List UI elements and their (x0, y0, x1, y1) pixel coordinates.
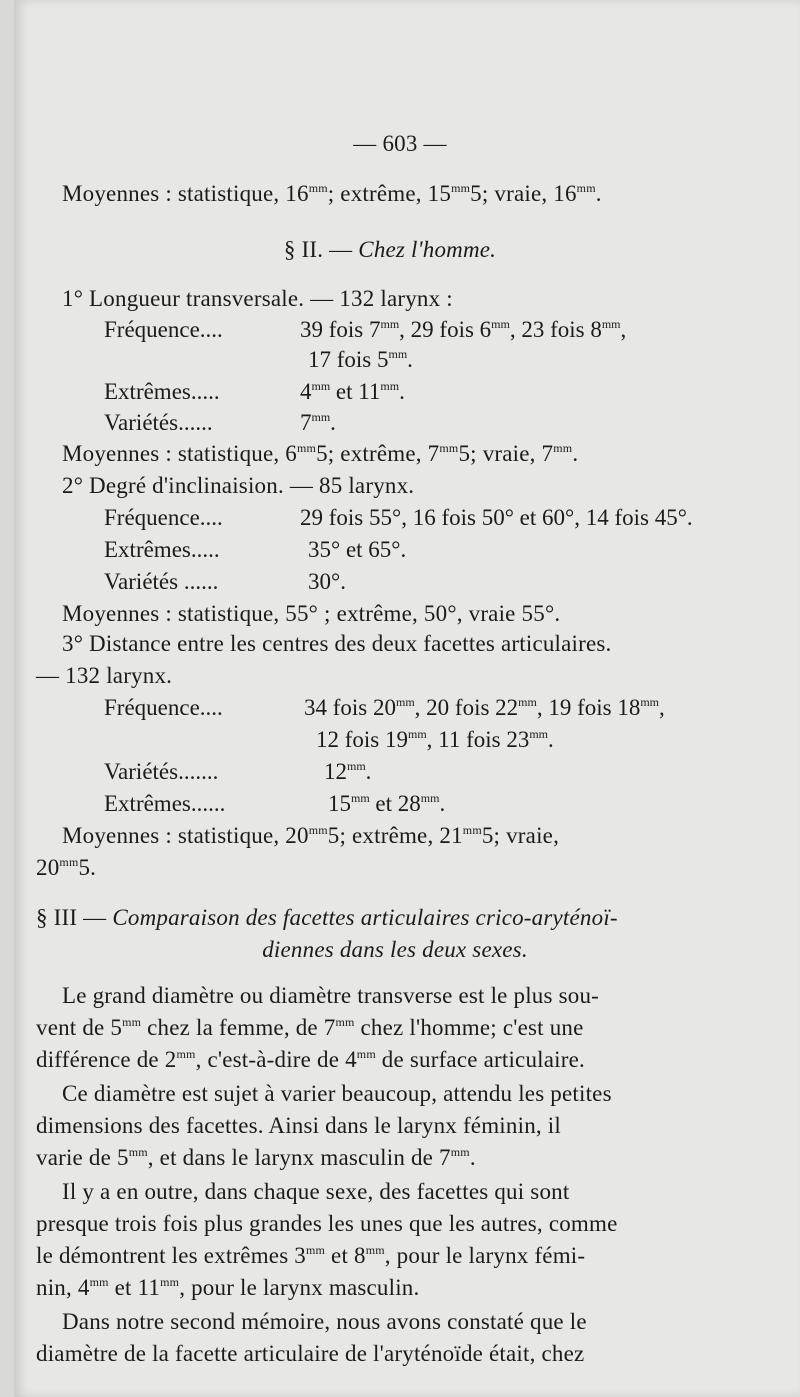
paragraph-line: dimensions des facettes. Ainsi dans le larynx féminin, il (36, 1113, 561, 1138)
paragraph-line: différence de $2^{mm}$, c'est-à-dire de $4^{mm}$ de surface articulaire. (36, 1047, 585, 1072)
label-frequence: Fréquence.... (104, 317, 223, 342)
paragraph-line: presque trois fois plus grandes les unes que les autres, comme (36, 1211, 618, 1236)
value-frequence: 29 fois 55°, 16 fois 50° et 60°, 14 fois 45°. (300, 505, 693, 530)
value-frequence: 39 fois $7^{mm}$, 29 fois $6^{mm}$, 23 fois $8^{mm}$, (300, 317, 627, 342)
label-extremes: Extrêmes...... (104, 791, 226, 816)
label-varietes: Variétés...... (104, 410, 213, 435)
value-frequence: 34 fois $20^{mm}$, 20 fois $22^{mm}$, 19 fois $18^{mm}$, (304, 695, 665, 720)
label-varietes: Variétés....... (104, 759, 219, 784)
moyennes-line: Moyennes : statistique, 55° ; extrême, 50°, vraie 55°. (62, 601, 561, 626)
subsection-heading: 3° Distance entre les centres des deux facettes articulaires. (62, 631, 612, 656)
section-heading-cont: diennes dans les deux sexes. (262, 937, 528, 962)
subsection-heading: 1° Longueur transversale. — 132 larynx : (62, 286, 453, 311)
paragraph-line: diamètre de la facette articulaire de l'aryténoïde était, chez (36, 1341, 585, 1366)
value-frequence-2: 12 fois $19^{mm}$, 11 fois $23^{mm}$. (316, 727, 554, 752)
women-summary-line: Moyennes : statistique, $16^{mm}$; extrême, $15^{mm}5$; vraie, $16^{mm}$. (62, 181, 602, 206)
label-extremes: Extrêmes..... (104, 537, 220, 562)
label-extremes: Extrêmes..... (104, 379, 220, 404)
value-varietes: $7^{mm}$. (300, 410, 336, 435)
paragraph-line: varie de $5^{mm}$, et dans le larynx masculin de $7^{mm}$. (36, 1145, 476, 1170)
label-frequence: Fréquence.... (104, 505, 223, 530)
label-varietes: Variétés ...... (104, 569, 219, 594)
moyennes-line-cont: $20^{mm}5$. (36, 855, 97, 880)
subsection-heading-cont: — 132 larynx. (36, 663, 173, 688)
paragraph-line: vent de $5^{mm}$ chez la femme, de $7^{mm}$ chez l'homme; c'est une (36, 1015, 584, 1040)
moyennes-line: Moyennes : statistique, $6^{mm}5$; extrême, $7^{mm}5$; vraie, $7^{mm}$. (62, 441, 579, 466)
paragraph-line: Il y a en outre, dans chaque sexe, des facettes qui sont (62, 1179, 570, 1204)
value-varietes: $12^{mm}$. (324, 759, 372, 784)
paragraph-line: nin, $4^{mm}$ et $11^{mm}$, pour le larynx masculin. (36, 1275, 420, 1300)
paragraph-line: Le grand diamètre ou diamètre transverse est le plus sou- (62, 983, 600, 1008)
value-extremes: 35° et 65°. (308, 537, 407, 562)
paragraph-line: le démontrent les extrêmes $3^{mm}$ et $8^{mm}$, pour le larynx fémi- (36, 1243, 586, 1268)
page-number: — 603 — (353, 131, 447, 156)
subsection-heading: 2° Degré d'inclinaision. — 85 larynx. (62, 473, 415, 498)
value-frequence-2: 17 fois $5^{mm}$. (308, 347, 413, 372)
section-heading: § III — Comparaison des facettes articulaires crico-aryténoï- (36, 905, 618, 930)
section-heading: § II. — Chez l'homme. (283, 237, 497, 262)
moyennes-line: Moyennes : statistique, $20^{mm}5$; extrême, $21^{mm}5$; vraie, (62, 823, 560, 848)
label-frequence: Fréquence.... (104, 695, 223, 720)
value-extremes: $15^{mm}$ et $28^{mm}$. (328, 791, 446, 816)
value-extremes: $4^{mm}$ et $11^{mm}$. (300, 379, 405, 404)
paragraph-line: Dans notre second mémoire, nous avons constaté que le (62, 1309, 587, 1334)
value-varietes: 30°. (308, 569, 346, 594)
paragraph-line: Ce diamètre est sujet à varier beaucoup, attendu les petites (62, 1081, 612, 1106)
